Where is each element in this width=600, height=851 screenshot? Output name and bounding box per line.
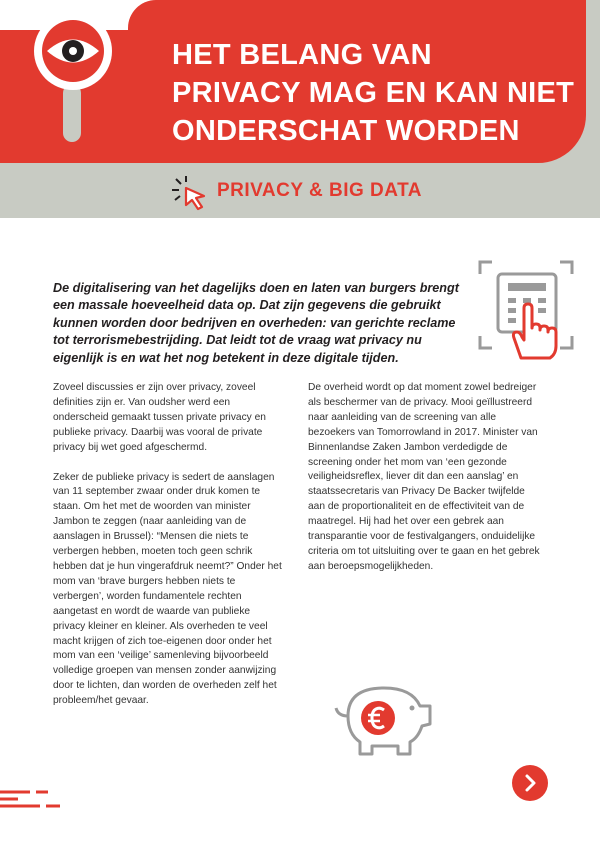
chevron-right-icon: [512, 765, 548, 801]
body-paragraph: De overheid wordt op dat moment zowel bedreiger als beschermer van de privacy. Mooi geïllustreerd naar aanleiding van de screening van alle bezoekers van Tomorrowland in 2017. Minister van Binnenlandse Zaken Jambon verdedigde de screening onder het mom van ‘een gezonde veiligheidsreflex, liever dit dan een aanslag’ en staatssecretaris van Privacy De Backer twijfelde aan de proportionaliteit en de effectiviteit van de maatregel. Hij had het over een gebrek aan transparantie voor de festivalgangers, onduidelijke criteria om tot uitsluiting over te gaan en het gebrek aan beroepsmogelijkheden.: [308, 382, 540, 572]
body-column-right: [308, 381, 544, 590]
page-title: [172, 36, 582, 150]
body-paragraph: Zoveel discussies er zijn over privacy, zoveel definities zijn er. Van oudsher werd een onderscheid gemaakt tussen private privacy en publieke privacy. Daarbij was vooral de private privacy bij wet goed afgeschermd.: [53, 382, 266, 453]
eye-magnifier-icon: [30, 8, 116, 144]
euro-piggy-bank-icon: [326, 676, 438, 758]
cursor-click-icon: [168, 174, 210, 212]
category-label: PRIVACY & BIG DATA: [217, 180, 422, 201]
dashes-icon: [0, 788, 66, 810]
body-column-left: [53, 381, 285, 724]
title-line-3: ONDERSCHAT WORDEN: [172, 115, 520, 147]
top-tab-curve: [128, 0, 208, 30]
title-line-1: HET BELANG VAN: [172, 39, 432, 71]
title-line-2: PRIVACY MAG EN KAN NIET: [172, 77, 575, 109]
touch-keypad-icon: [476, 258, 576, 362]
body-paragraph: Zeker de publieke privacy is sedert de aanslagen van 11 september zwaar onder druk komen te staan. Om het met de woorden van minister Jambon te zeggen (naar aanleiding van de aanslagen in Brussel): “Mensen die niets te verbergen hebben, moeten toch geen schrik hebben dat je hun vingerafdruk neemt?” Onder het mom van ‘brave burgers hebben niets te verbergen’, worden fundamentele rechten aangetast en wordt de waarde van publieke privacy kleiner en kleiner. Als overheden te veel macht krijgen of zich toe-eigenen door onder het mom van een ‘veilige’ samenleving bijvoorbeeld volledige groepen van mensen zonder aanwijzing door te lichten, dan worden de overheden zelf het probleem/het gevaar.: [53, 471, 282, 707]
next-page-button[interactable]: [512, 765, 548, 801]
intro-paragraph: De digitalisering van het dagelijks doen en laten van burgers brengt een massale hoeveelheid data op. Dat zijn gegevens die gebruikt kunnen worden door bedrijven en overheden: van gerichte reclame tot terrorismebestrijding. Dat leidt tot de vraag wat privacy nu eigenlijk is en wat het nog betekent in deze digitale tijden.: [53, 281, 459, 365]
